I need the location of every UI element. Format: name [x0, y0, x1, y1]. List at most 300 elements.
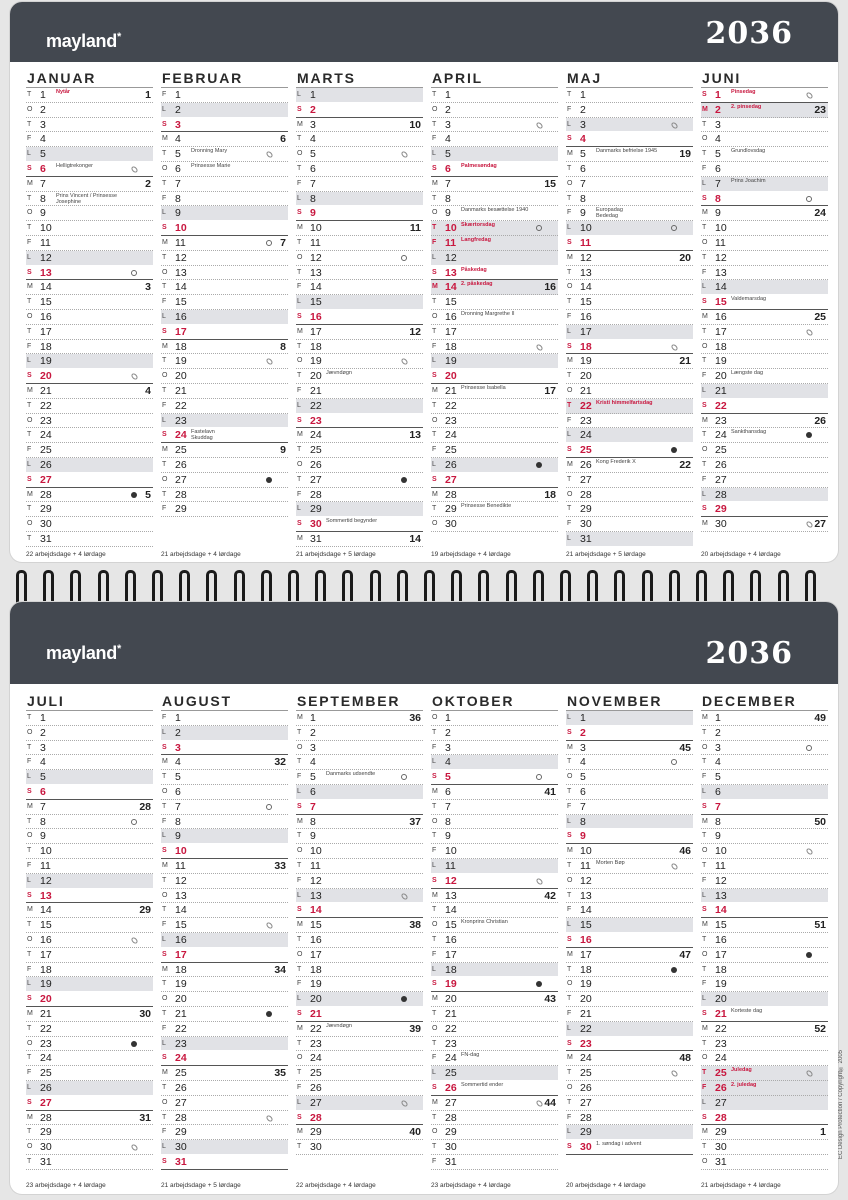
weekday-letter: O — [27, 1039, 33, 1047]
day-row — [161, 815, 288, 830]
day-number: 31 — [445, 1155, 457, 1168]
weekday-letter: S — [162, 327, 167, 335]
moon-phase-icon — [266, 240, 272, 246]
day-row — [701, 711, 828, 726]
weekday-letter: M — [432, 490, 438, 498]
day-number: 16 — [40, 933, 52, 946]
weekday-letter: M — [702, 416, 708, 424]
day-row — [431, 815, 558, 830]
day-list — [431, 88, 558, 532]
weekday-letter: T — [702, 1069, 707, 1077]
day-number: 1 — [175, 89, 181, 101]
weekday-letter: M — [162, 135, 168, 143]
day-row — [296, 103, 423, 118]
month-column — [26, 693, 153, 1189]
day-row — [701, 517, 828, 532]
day-row — [161, 741, 288, 756]
day-row — [701, 770, 828, 785]
day-row — [296, 903, 423, 918]
weekday-letter: T — [702, 224, 707, 232]
weekday-letter: T — [162, 906, 167, 914]
day-number: 9 — [580, 830, 586, 843]
day-number: 26 — [445, 1081, 457, 1094]
moon-phase-icon — [265, 921, 273, 929]
day-event: Langfredag — [461, 236, 491, 243]
weekday-letter: T — [162, 802, 167, 810]
day-number: 22 — [175, 1022, 187, 1035]
day-number: 10 — [580, 845, 592, 858]
weekday-letter: S — [567, 935, 572, 943]
weekday-letter: L — [567, 817, 571, 825]
week-number: 5 — [145, 488, 151, 501]
day-number: 6 — [175, 785, 181, 798]
day-row — [296, 532, 423, 547]
weekday-letter: O — [162, 475, 168, 483]
day-number: 21 — [310, 1007, 322, 1020]
day-row — [161, 1066, 288, 1081]
weekday-letter: T — [27, 194, 32, 202]
weekday-letter: T — [297, 342, 302, 350]
day-row — [296, 1007, 423, 1022]
week-number: 21 — [679, 355, 691, 368]
weekday-letter: T — [432, 1113, 437, 1121]
day-row — [26, 443, 153, 458]
day-row — [701, 948, 828, 963]
week-number: 52 — [814, 1022, 826, 1035]
weekday-letter: L — [567, 714, 571, 721]
day-row — [701, 829, 828, 844]
day-number: 10 — [445, 222, 457, 235]
day-number: 29 — [175, 503, 187, 516]
weekday-letter: S — [567, 1143, 572, 1151]
day-row — [431, 103, 558, 118]
day-row — [26, 473, 153, 488]
day-row — [296, 162, 423, 177]
weekday-letter: T — [162, 253, 167, 261]
day-number: 6 — [445, 162, 451, 175]
day-row — [26, 103, 153, 118]
weekday-letter: M — [297, 1128, 303, 1136]
month-columns-top — [26, 70, 838, 558]
day-row — [566, 829, 693, 844]
week-number: 12 — [409, 325, 421, 338]
weekday-letter: O — [162, 372, 168, 380]
weekday-letter: O — [162, 995, 168, 1003]
weekday-letter: L — [567, 224, 571, 232]
weekday-letter: O — [162, 891, 168, 899]
weekday-letter: T — [432, 906, 437, 914]
weekday-letter: M — [567, 1054, 573, 1062]
weekday-letter: T — [702, 728, 707, 736]
month-footer: 20 arbejdsdage + 4 lørdage — [701, 551, 781, 558]
day-row — [431, 948, 558, 963]
day-number: 30 — [580, 518, 592, 531]
day-number: 23 — [310, 414, 322, 427]
month-column — [566, 693, 693, 1189]
day-row — [566, 992, 693, 1007]
weekday-letter: M — [702, 520, 708, 528]
day-row — [701, 502, 828, 517]
weekday-letter: L — [27, 980, 31, 988]
day-number: 16 — [310, 310, 322, 323]
weekday-letter: T — [297, 268, 302, 276]
month-name: MAJ — [566, 70, 693, 88]
weekday-letter: S — [432, 980, 437, 988]
day-number: 17 — [715, 948, 727, 961]
day-number: 15 — [310, 919, 322, 932]
day-row — [26, 132, 153, 147]
day-number: 2 — [580, 103, 586, 116]
day-number: 2 — [580, 726, 586, 739]
moon-phase-icon — [536, 462, 542, 468]
day-row — [161, 266, 288, 281]
weekday-letter: T — [162, 876, 167, 884]
day-row — [701, 192, 828, 207]
week-number: 19 — [679, 148, 691, 161]
day-row — [701, 162, 828, 177]
day-number: 27 — [580, 1096, 592, 1109]
day-row — [566, 1140, 693, 1155]
day-row — [701, 384, 828, 399]
weekday-letter: O — [162, 268, 168, 276]
week-number: 9 — [280, 444, 286, 457]
weekday-letter: F — [27, 965, 32, 973]
weekday-letter: F — [297, 490, 302, 498]
month-name: MARTS — [296, 70, 423, 88]
month-column — [566, 70, 693, 558]
day-number: 25 — [715, 444, 727, 457]
moon-phase-icon — [130, 165, 138, 173]
weekday-letter: F — [432, 446, 437, 454]
day-row — [161, 859, 288, 874]
weekday-letter: O — [567, 179, 573, 187]
day-number: 29 — [715, 503, 727, 516]
month-footer: 23 arbejdsdage + 4 lørdage — [431, 1182, 511, 1189]
week-number: 49 — [814, 712, 826, 724]
day-row — [26, 1140, 153, 1155]
day-number: 25 — [580, 1067, 592, 1080]
moon-phase-icon — [265, 358, 273, 366]
day-row — [161, 755, 288, 770]
day-number: 11 — [445, 236, 457, 249]
week-number: 4 — [145, 384, 151, 397]
week-number: 35 — [274, 1067, 286, 1080]
weekday-letter: S — [432, 773, 437, 781]
day-row — [26, 726, 153, 741]
day-row — [701, 992, 828, 1007]
weekday-letter: F — [432, 238, 437, 246]
moon-phase-icon — [670, 343, 678, 351]
day-number: 11 — [175, 859, 186, 872]
day-number: 24 — [175, 1052, 187, 1065]
day-number: 17 — [40, 948, 52, 961]
weekday-letter: T — [567, 164, 572, 172]
header-bar — [10, 2, 838, 62]
weekday-letter: O — [297, 1054, 303, 1062]
weekday-letter: S — [27, 164, 32, 172]
day-number: 13 — [175, 266, 187, 279]
day-number: 14 — [40, 904, 52, 917]
weekday-letter: T — [162, 1083, 167, 1091]
month-name: JANUAR — [26, 70, 153, 88]
day-number: 30 — [580, 1141, 592, 1154]
day-number: 7 — [40, 177, 46, 190]
day-row — [566, 280, 693, 295]
day-list — [701, 711, 828, 1170]
day-number: 17 — [310, 948, 322, 961]
day-number: 20 — [445, 370, 457, 383]
day-number: 4 — [715, 756, 721, 769]
weekday-letter: F — [162, 91, 167, 98]
weekday-letter: O — [27, 728, 33, 736]
day-row — [161, 711, 288, 726]
day-list — [566, 88, 693, 547]
week-number: 6 — [280, 133, 286, 146]
day-number: 5 — [445, 771, 451, 784]
weekday-letter: T — [162, 460, 167, 468]
day-number: 29 — [715, 1126, 727, 1139]
day-row — [701, 325, 828, 340]
day-list — [431, 711, 558, 1170]
day-row — [26, 874, 153, 889]
day-row — [701, 1096, 828, 1111]
weekday-letter: T — [432, 401, 437, 409]
weekday-letter: L — [297, 401, 301, 409]
day-number: 8 — [310, 192, 316, 205]
day-number: 6 — [715, 162, 721, 175]
weekday-letter: T — [162, 150, 167, 158]
day-event: 2. juledag — [731, 1081, 757, 1088]
weekday-letter: T — [432, 1143, 437, 1151]
day-row — [161, 1007, 288, 1022]
day-row — [566, 1051, 693, 1066]
day-row — [161, 88, 288, 103]
weekday-letter: T — [27, 505, 32, 513]
day-number: 19 — [310, 978, 322, 991]
day-row — [26, 177, 153, 192]
weekday-letter: L — [702, 891, 706, 899]
weekday-letter: T — [567, 787, 572, 795]
weekday-letter: T — [27, 817, 32, 825]
weekday-letter: O — [27, 935, 33, 943]
day-row — [161, 428, 288, 443]
weekday-letter: L — [297, 787, 301, 795]
day-number: 24 — [715, 429, 727, 442]
day-number: 22 — [310, 1022, 322, 1035]
day-number: 11 — [40, 236, 51, 249]
day-row — [161, 977, 288, 992]
weekday-letter: T — [567, 995, 572, 1003]
day-number: 20 — [310, 370, 322, 383]
day-number: 22 — [445, 1022, 457, 1035]
month-name: DECEMBER — [701, 693, 828, 711]
day-event: Sommertid ender — [461, 1081, 504, 1088]
weekday-letter: F — [567, 1009, 572, 1017]
day-row — [566, 532, 693, 547]
weekday-letter: L — [432, 150, 436, 158]
day-row — [431, 1022, 558, 1037]
day-number: 14 — [580, 281, 592, 294]
weekday-letter: S — [297, 802, 302, 810]
day-number: 20 — [310, 993, 322, 1006]
day-row — [26, 236, 153, 251]
weekday-letter: F — [297, 773, 302, 781]
day-row — [566, 266, 693, 281]
day-row — [701, 221, 828, 236]
day-number: 7 — [445, 800, 451, 813]
weekday-letter: L — [567, 431, 571, 439]
weekday-letter: F — [567, 1113, 572, 1121]
week-number: 17 — [544, 384, 556, 397]
weekday-letter: T — [162, 283, 167, 291]
day-number: 14 — [715, 281, 727, 294]
day-row — [161, 221, 288, 236]
day-row — [431, 266, 558, 281]
day-number: 21 — [445, 1007, 457, 1020]
day-row — [161, 399, 288, 414]
weekday-letter: F — [702, 876, 707, 884]
weekday-letter: S — [162, 120, 167, 128]
week-number: 26 — [814, 414, 826, 427]
day-number: 14 — [40, 281, 52, 294]
weekday-letter: S — [162, 847, 167, 855]
day-number: 24 — [445, 429, 457, 442]
day-number: 5 — [580, 771, 586, 784]
weekday-letter: F — [567, 312, 572, 320]
day-row — [296, 1066, 423, 1081]
day-row — [26, 384, 153, 399]
day-number: 7 — [580, 800, 586, 813]
day-row — [431, 963, 558, 978]
day-row — [566, 1066, 693, 1081]
day-row — [701, 1111, 828, 1126]
day-row — [161, 829, 288, 844]
day-number: 12 — [445, 874, 457, 887]
day-row — [161, 785, 288, 800]
day-row — [566, 874, 693, 889]
day-number: 27 — [445, 473, 457, 486]
weekday-letter: T — [162, 179, 167, 187]
weekday-letter: T — [567, 965, 572, 973]
day-row — [161, 236, 288, 251]
month-footer: 21 arbejdsdage + 5 lørdage — [161, 1182, 241, 1189]
day-row — [296, 369, 423, 384]
day-row — [566, 1037, 693, 1052]
day-number: 30 — [715, 518, 727, 531]
day-row — [26, 1037, 153, 1052]
day-row — [296, 785, 423, 800]
day-row — [161, 473, 288, 488]
weekday-letter: T — [702, 832, 707, 840]
day-row — [701, 118, 828, 133]
day-number: 24 — [175, 429, 187, 442]
weekday-letter: T — [702, 150, 707, 158]
month-name: JUNI — [701, 70, 828, 88]
day-row — [26, 889, 153, 904]
weekday-letter: O — [162, 1098, 168, 1106]
day-row — [701, 88, 828, 103]
day-number: 8 — [580, 815, 586, 828]
weekday-letter: F — [567, 906, 572, 914]
weekday-letter: L — [297, 194, 301, 202]
day-row — [296, 963, 423, 978]
day-row — [26, 903, 153, 918]
copyright-text: EC Design Protection / Copyright® 2005 — [838, 1050, 844, 1160]
week-number: 20 — [679, 251, 691, 264]
weekday-letter: T — [702, 935, 707, 943]
month-footer: 21 arbejdsdage + 4 lørdage — [161, 551, 241, 558]
day-row — [161, 770, 288, 785]
day-row — [566, 1096, 693, 1111]
weekday-letter: L — [567, 120, 571, 128]
weekday-letter: L — [297, 505, 301, 513]
day-number: 11 — [40, 859, 51, 872]
weekday-letter: F — [27, 342, 32, 350]
day-number: 26 — [445, 458, 457, 471]
day-row — [701, 103, 828, 118]
day-number: 18 — [40, 340, 52, 353]
weekday-letter: S — [432, 372, 437, 380]
day-number: 25 — [310, 444, 322, 457]
day-row — [701, 473, 828, 488]
day-number: 18 — [445, 340, 457, 353]
day-row — [431, 1037, 558, 1052]
day-row — [701, 977, 828, 992]
weekday-letter: M — [567, 847, 573, 855]
day-number: 18 — [310, 340, 322, 353]
weekday-letter: M — [297, 327, 303, 335]
day-row — [566, 206, 693, 221]
weekday-letter: T — [27, 298, 32, 306]
weekday-letter: F — [162, 817, 167, 825]
day-row — [26, 310, 153, 325]
day-number: 7 — [445, 177, 451, 190]
weekday-letter: M — [162, 238, 168, 246]
weekday-letter: T — [702, 120, 707, 128]
weekday-letter: F — [432, 342, 437, 350]
day-row — [566, 741, 693, 756]
weekday-letter: F — [297, 283, 302, 291]
weekday-letter: L — [432, 1069, 436, 1077]
weekday-letter: M — [27, 1113, 33, 1121]
day-row — [431, 755, 558, 770]
day-row — [26, 325, 153, 340]
day-number: 19 — [40, 978, 52, 991]
day-row — [701, 1125, 828, 1140]
weekday-letter: M — [432, 891, 438, 899]
day-row — [296, 280, 423, 295]
day-row — [566, 517, 693, 532]
day-event: Korteste dag — [731, 1007, 763, 1014]
day-row — [296, 844, 423, 859]
weekday-letter: M — [27, 490, 33, 498]
day-row — [26, 992, 153, 1007]
weekday-letter: M — [567, 253, 573, 261]
moon-phase-icon — [805, 91, 813, 99]
day-row — [566, 770, 693, 785]
day-row — [431, 428, 558, 443]
day-number: 28 — [175, 488, 187, 501]
day-number: 12 — [40, 251, 52, 264]
day-number: 4 — [310, 756, 316, 769]
day-row — [26, 192, 153, 207]
day-row — [161, 1037, 288, 1052]
weekday-letter: T — [432, 194, 437, 202]
weekday-letter: F — [297, 876, 302, 884]
day-row — [566, 473, 693, 488]
calendar-sheet-top — [10, 2, 838, 562]
weekday-letter: M — [567, 357, 573, 365]
